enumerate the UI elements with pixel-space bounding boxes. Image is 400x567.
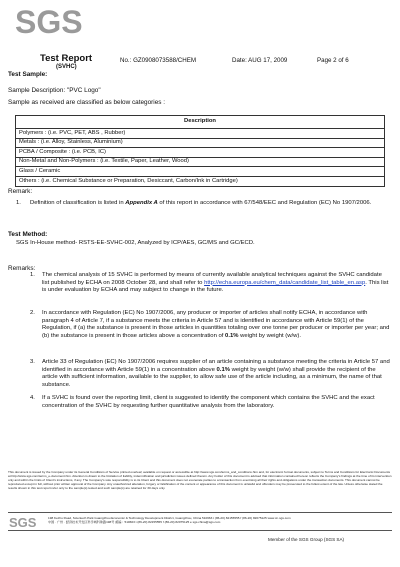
- remark-item-number: 2.: [30, 310, 35, 316]
- footer-divider: [8, 512, 392, 513]
- remark-heading: Remark:: [8, 188, 33, 195]
- sample-description: Sample Description: "PVC Logo": [8, 87, 101, 94]
- table-row: Non-Metal and Non-Polymers : (i.e. Textile, Paper, Leather, Wood): [16, 157, 385, 167]
- test-sample-heading: Test Sample:: [8, 71, 48, 78]
- sgs-small-logo: [8, 514, 46, 530]
- page-number: Page 2 of 6: [317, 57, 349, 64]
- sgs-logo-text: SGS: [15, 4, 83, 40]
- remark-item: If a SVHC is found over the reporting limit, client is suggested to identify the component which contains the SVHC and the exact concentration of the SVHC by requesting further quantitative analysis from the laboratory.: [42, 395, 375, 409]
- test-method-heading: Test Method:: [8, 231, 48, 238]
- echa-link[interactable]: http://echa.europa.eu/chem_data/candidate_list_table_en.asp: [204, 279, 366, 286]
- remark-item-number: 1.: [30, 272, 35, 278]
- table-header: Description: [16, 116, 385, 129]
- table-row: Polymers : (i.e. PVC, PET, ABS , Rubber): [16, 129, 385, 139]
- table-row: Glass / Ceramic: [16, 167, 385, 177]
- member-note: Member of the SGS Group (SGS SA): [268, 537, 345, 542]
- footer-disclaimer: This document is issued by the Company under its General Conditions of Service printed overleaf, available on request or accessible at http://www.sgs.com/terms_and_conditions.htm and, for electronic format documents, subject to Terms and Conditions for Electronic Documents at http://www.sgs.com/terms_e-document.htm. Attention is drawn to the limitation of liability, indemnification and jurisdiction issues defined therein. Any holder of this document is advised that information contained hereon reflects the Company's findings at the time of its intervention only and within the limits of Client's instructions, if any. The Company's sole responsibility is to its Client and this document does not exonerate parties to a transaction from exercising all their rights and obligations under the transaction documents. This document cannot be reproduced except in full, without prior written approval of the Company. Any unauthorized alteration, forgery or falsification of the content or appearance of this document is unlawful and offenders may be prosecuted to the fullest extent of the law. Unless otherwise stated the results shown in this test report refer only to the sample(s) tested and such sample(s) are retained for 30 days only.: [8, 470, 392, 490]
- remark-item: Article 33 of Regulation (EC) No 1907/2006 requires supplier of an article containing a substance meeting the criteria in Article 57 and identified in accordance with Article 59(1) in a concentration above 0.1% weight by weight (w/w) shall provide the recipient of the article with sufficient information, available to the supplier, to allow safe use of the article including, as a minimum, the name of that substance.: [42, 359, 390, 388]
- remark-item-number: 4.: [30, 395, 35, 401]
- footer-address: [48, 516, 392, 524]
- test-method-text: SGS In-House method- RSTS-EE-SVHC-002, Analyzed by ICP/AES, GC/MS and GC/ECD.: [16, 240, 255, 246]
- remarks-heading: Remarks:: [8, 265, 36, 272]
- svg-text:SGS: SGS: [9, 515, 37, 530]
- report-subtitle: (SVHC): [56, 64, 77, 70]
- report-number: No.: GZ0908073588/CHEM: [120, 57, 197, 64]
- table-row: Others : (i.e. Chemical Substance or Preparation, Desiccant, Carbon/Ink in Cartridge): [16, 176, 385, 186]
- remark-number: 1.: [16, 200, 21, 206]
- report-title: Test Report: [40, 53, 93, 64]
- remark-item: The chemical analysis of 15 SVHC is performed by means of currently available analytical techniques against the SVHC candidate list published by ECHA on 2008 October 28, and shall refer to http://echa.europa.eu/chem_data/candidate_list_table_en.asp. This list is under evaluation by ECHA and may subject to change in the future.: [42, 272, 389, 293]
- address-line-cn: 中国 · 广州 · 经济技术开发区科学城科珠路198号 邮编：510663 t (86-20) 82155555 f (86-20) 82075125 e sgs.china@sgs.com: [48, 520, 221, 525]
- address-line-en: 198 Kezhu Road, Scientech Park Guangzhou Economic & Technology Development District, Guangzhou, China 510663 t (86-20) 82155555 f (86-20) 82075125 www.cn.sgs.com: [48, 516, 291, 520]
- sgs-logo: [13, 3, 83, 43]
- table-row: Metals : (i.e. Alloy, Stainless, Aluminium): [16, 138, 385, 148]
- classified-intro: Sample as received are classified as below categories :: [8, 99, 166, 106]
- table-row: PCBA / Composite : (i.e. PCB, IC): [16, 148, 385, 158]
- description-table: [15, 115, 385, 187]
- report-date: Date: AUG 17, 2009: [232, 57, 288, 64]
- remark-item: In accordance with Regulation (EC) No 1907/2006, any producer or importer of articles shall notify ECHA, in accordance with paragraph 4 of Article 7, if a substance meets the criteria in Article 57 and is identified in accordance with Article 59(1) of the Regulation, if (a) the substance is present in those articles in quantities totaling over one tonne per producer or importer per year; and (b) the substance is present in those articles above a concentration of 0.1% weight by weight (w/w).: [42, 310, 390, 339]
- footer-divider: [8, 530, 392, 531]
- remark-item-number: 3.: [30, 359, 35, 365]
- remark-text: Definition of classification is listed in Appendix A of this report in accordance with 67/548/EEC and Regulation (EC) No 1907/2006.: [30, 200, 372, 206]
- appendix-ref: Appendix A: [125, 200, 158, 206]
